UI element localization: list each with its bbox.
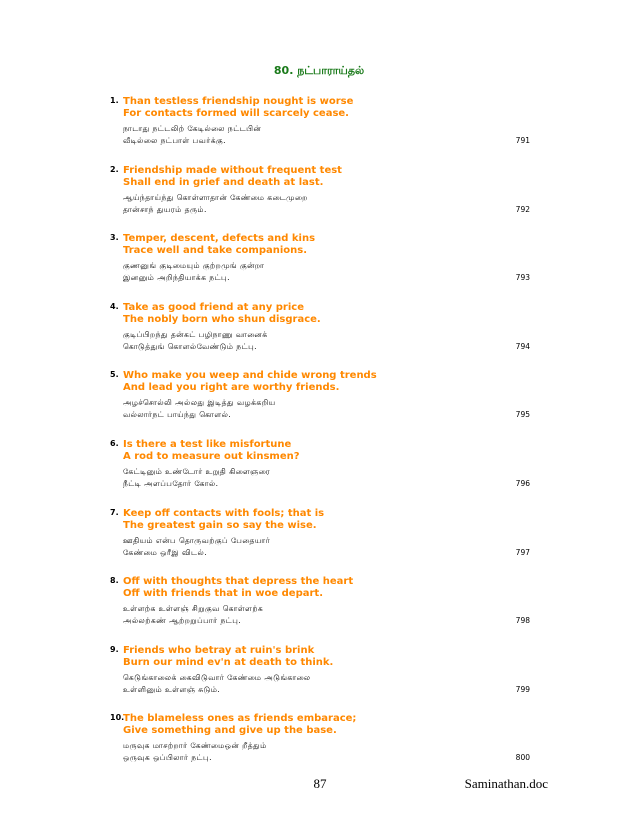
english-line-1: Friendship made without frequent test: [123, 164, 342, 176]
verse-number: 4.: [110, 301, 119, 311]
tamil-line-2: நீட்டி அளப்பதோர் கோல்.: [123, 478, 219, 488]
tamil-line-2: கொடுத்துங் கொளல்வேண்டும் நட்பு.: [123, 341, 258, 351]
page-number: 87: [313, 776, 327, 791]
tamil-line-1: குடிப்பிறந்து தன்கட் பழிநாணு வானைக்: [123, 329, 268, 339]
tamil-line-1: மருவுக மாசற்றார் கேண்மைஒன் றீத்தும்: [123, 741, 267, 751]
english-line-1: Keep off contacts with fools; that is: [123, 507, 325, 519]
tamil-line-1: அழச்சொல்லி அல்லது இடித்து வழக்கறிய: [123, 398, 276, 408]
tamil-line-2: கேண்மை ஒரீஇ விடல்.: [123, 547, 208, 557]
tamil-line-1: நாடாது நட்டலிற் கேடில்லை நட்டபின்: [123, 124, 262, 133]
english-line-1: Who make you weep and chide wrong trends: [123, 370, 377, 382]
tamil-line-2: உள்ளினும் உள்ளஞ் சுடும்.: [123, 684, 221, 694]
verse-9: [0, 645, 638, 714]
verse-number: 9.: [110, 644, 119, 654]
english-line-1: The blameless ones as friends embarace;: [123, 713, 357, 725]
kural-number: 799: [515, 684, 530, 694]
verse-number: 10.: [110, 713, 125, 723]
tamil-line-2: இனனும் அறிந்தியாக்க நட்பு.: [123, 273, 231, 283]
english-line-1: Take as good friend at any price: [123, 301, 305, 313]
verse-7: [0, 508, 638, 577]
verse-number: 3.: [110, 233, 119, 243]
english-line-1: Than testless friendship nought is worse: [123, 96, 354, 107]
english-line-1: Is there a test like misfortune: [123, 438, 292, 450]
verse-4: [0, 302, 638, 371]
chapter-title: 80. நட்பாராய்தல்: [273, 64, 365, 77]
english-line-2: Give something and give up the base.: [123, 725, 337, 737]
english-line-1: Off with thoughts that depress the heart: [123, 576, 354, 588]
kural-number: 800: [515, 753, 530, 763]
tamil-line-2: தான்சாந் துயரம் தரும்.: [123, 204, 207, 214]
verse-number: 5.: [110, 370, 119, 380]
verse-1: [0, 96, 638, 165]
kural-number: 798: [515, 616, 530, 626]
verse-8: [0, 576, 638, 645]
english-line-1: Temper, descent, defects and kins: [123, 233, 316, 245]
document-name: Saminathan.doc: [464, 776, 548, 791]
verse-list: [0, 96, 638, 782]
english-line-1: Friends who betray at ruin's brink: [123, 644, 315, 656]
kural-number: 793: [515, 273, 530, 283]
verse-2: [0, 165, 638, 234]
kural-number: 796: [515, 478, 530, 488]
tamil-line-1: குணனுங் குடிமையும் குற்றமுங் குன்றா: [123, 261, 265, 271]
verse-number: 2.: [110, 164, 119, 174]
verse-10: [0, 713, 638, 782]
tamil-line-1: ஊதியம் என்ப தொருவற்குப் பேதையார்: [123, 535, 271, 545]
tamil-line-2: ஒருவுக ஒப்பிலார் நட்பு.: [123, 753, 212, 763]
verse-number: 8.: [110, 576, 119, 586]
kural-number: 791: [515, 136, 530, 145]
tamil-line-1: உள்ளற்க உள்ளஞ் சிறுகுவ கொள்ளற்க: [123, 604, 264, 614]
verse-6: [0, 439, 638, 508]
english-line-2: Trace well and take companions.: [123, 245, 308, 257]
verse-5: [0, 370, 638, 439]
verse-number: 7.: [110, 507, 119, 517]
english-line-2: For contacts formed will scarcely cease.: [123, 108, 349, 119]
english-line-2: A rod to measure out kinsmen?: [123, 450, 300, 462]
english-line-2: The greatest gain so say the wise.: [123, 519, 317, 531]
english-line-2: Shall end in grief and death at last.: [123, 176, 324, 188]
tamil-line-1: கேட்டினும் உண்டோர் உறுதி கிளைஞரை: [123, 466, 271, 476]
kural-number: 794: [515, 341, 530, 351]
english-line-2: And lead you right are worthy friends.: [123, 382, 340, 394]
tamil-line-2: வல்லார்நட் பாய்ந்து கொளல்.: [123, 410, 232, 420]
kural-number: 797: [515, 547, 530, 557]
kural-number: 792: [515, 204, 530, 214]
english-line-2: Burn our mind ev'n at death to think.: [123, 656, 334, 668]
verse-3: [0, 233, 638, 302]
verse-number: 6.: [110, 438, 119, 448]
kural-number: 795: [515, 410, 530, 420]
verse-number: 1.: [110, 96, 119, 105]
english-line-2: The nobly born who shun disgrace.: [123, 313, 321, 325]
tamil-line-2: வீடில்லை நட்பாள் பவர்க்கு.: [123, 136, 226, 145]
english-line-2: Off with friends that in woe depart.: [123, 588, 323, 600]
tamil-line-2: அல்லற்கண் ஆற்றறுப்பார் நட்பு.: [123, 616, 242, 626]
tamil-line-1: ஆய்ந்தாய்ந்து கொள்ளாதான் கேண்மை கடைமுறை: [123, 192, 308, 202]
tamil-line-1: கெடுங்காலைக் கைவிடுவார் கேண்மை அடுங்காலை: [123, 672, 311, 682]
